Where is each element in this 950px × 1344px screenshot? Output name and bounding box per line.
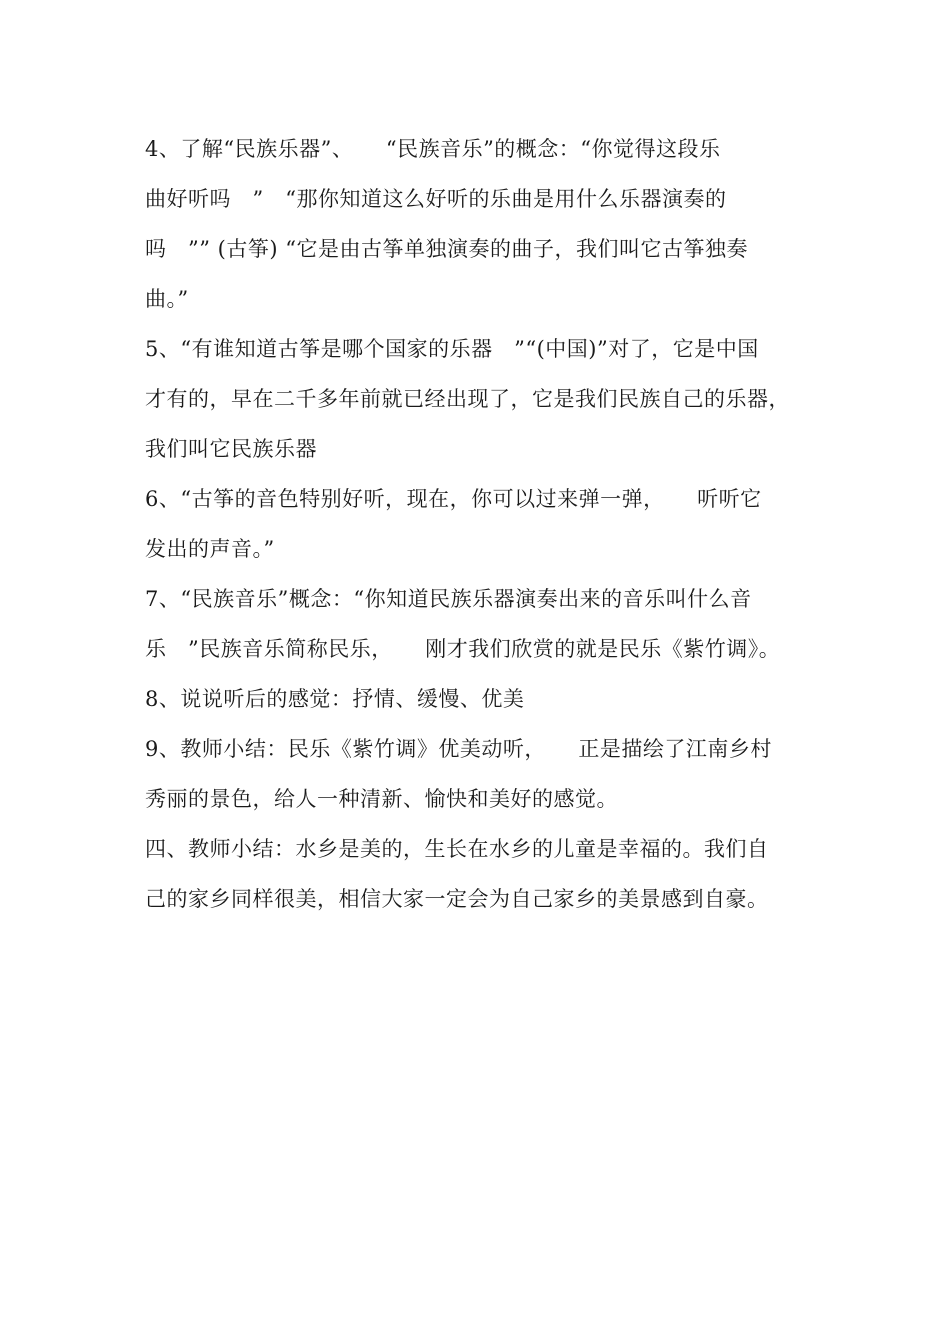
text-line: 才有的，早在二千多年前就已经出现了，它是我们民族自己的乐器， — [145, 387, 790, 411]
text-line: 己的家乡同样很美，相信大家一定会为自己家乡的美景感到自豪。 — [145, 887, 769, 911]
text-line: 吗 ”” (古筝) “它是由古筝单独演奏的曲子，我们叫它古筝独奏 — [145, 237, 748, 261]
text-line: 秀丽的景色，给人一种清新、愉快和美好的感觉。 — [145, 787, 618, 811]
text-line: 8、说说听后的感觉：抒情、缓慢、优美 — [145, 687, 525, 711]
text-line: 6、“古筝的音色特别好听，现在，你可以过来弹一弹， 听听它 — [145, 487, 762, 511]
text-line: 曲。” — [145, 287, 189, 311]
text-line: 四、教师小结：水乡是美的，生长在水乡的儿童是幸福的。我们自 — [145, 837, 769, 861]
text-line: 5、“有谁知道古筝是哪个国家的乐器 ”“(中国)”对了，它是中国 — [145, 337, 759, 361]
text-line: 7、“民族音乐”概念：“你知道民族乐器演奏出来的音乐叫什么音 — [145, 587, 752, 611]
text-line: 发出的声音。” — [145, 537, 275, 561]
text-line: 4、了解“民族乐器”、 “民族音乐”的概念：“你觉得这段乐 — [145, 137, 721, 161]
text-line: 乐 ”民族音乐简称民乐， 刚才我们欣赏的就是民乐《紫竹调》。 — [145, 637, 781, 661]
text-line: 9、教师小结：民乐《紫竹调》优美动听， 正是描绘了江南乡村 — [145, 737, 772, 761]
text-line: 曲好听吗 ” “那你知道这么好听的乐曲是用什么乐器演奏的 — [145, 187, 727, 211]
text-line: 我们叫它民族乐器 — [145, 437, 317, 461]
